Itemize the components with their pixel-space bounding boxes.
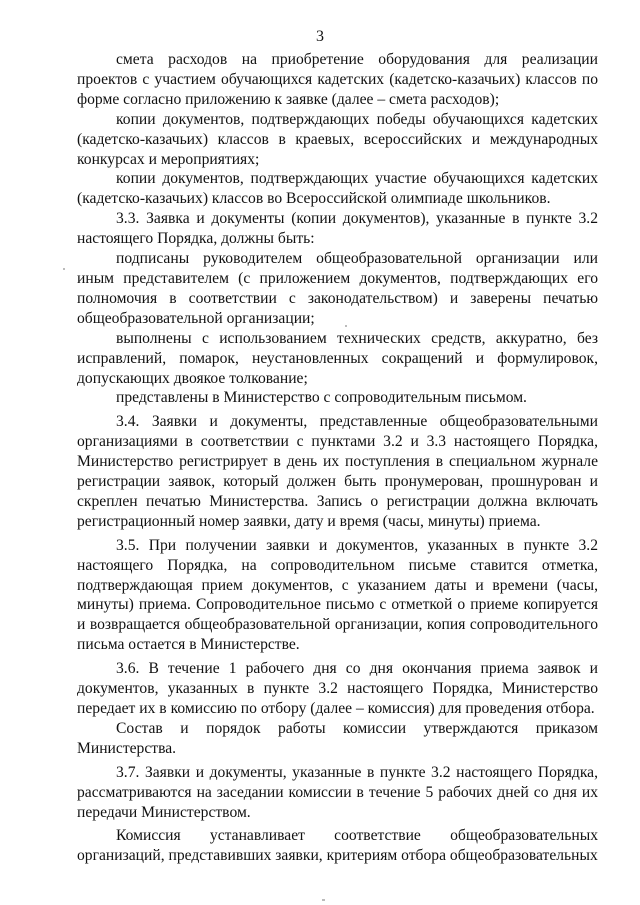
paragraph-executed: выполнены с использованием технических средств, аккуратно, без исправлений, помарок, неустановленных сокращений и формулировок, допускающих двоякое толкование; [77, 329, 598, 387]
paragraph-victory-documents: копии документов, подтверждающих победы обучающихся кадетских (кадетско-казачьих) классов в краевых, всероссийских и международных конкурсах и мероприятиях; [77, 110, 598, 168]
scan-artifact-mark [322, 899, 325, 901]
paragraph-3-4: 3.4. Заявки и документы, представленные общеобразовательными организациями в соответствии с пунктами 3.2 и 3.3 настоящего Порядка, Министерство регистрирует в день их поступления в специальном журнале регистрации заявок, который должен быть пронумерован, прошнурован и скреплен печатью Министерства. Запись о регистрации должна включать регистрационный номер заявки, дату и время (часы, минуты) приема. [77, 413, 598, 530]
paragraph-olympiad-documents: копии документов, подтверждающих участие обучающихся кадетских (кадетско-казачьих) классов во Всероссийской олимпиаде школьников. [77, 170, 598, 208]
scan-artifact-mark [63, 268, 65, 270]
paragraph-commission-establishes: Комиссия устанавливает соответствие общеобразовательных организаций, представивших заявки, критериям отбора общеобразовательных [77, 827, 598, 865]
paragraph-submitted: представлены в Министерство с сопроводительным письмом. [116, 389, 527, 407]
document-body [77, 50, 598, 866]
paragraph-3-7: 3.7. Заявки и документы, указанные в пункте 3.2 настоящего Порядка, рассматриваются на заседании комиссии в течение 5 рабочих дней со дня их передачи Министерством. [77, 763, 598, 821]
paragraph-cost-estimate: смета расходов на приобретение оборудования для реализации проектов с участием обучающихся кадетских (кадетско-казачьих) классов по форме согласно приложению к заявке (далее – смета расходов); [77, 51, 598, 108]
page-number: 3 [316, 28, 324, 45]
paragraph-signed: подписаны руководителем общеобразовательной организации или иным представителем (с приложением документов, подтверждающих его полномочия в соответствии с законодательством) и заверены печатью общеобразовательной организации; [77, 250, 598, 327]
paragraph-3-5: 3.5. При получении заявки и документов, указанных в пункте 3.2 настоящего Порядка, на сопроводительном письме ставится отметка, подтверждающая прием документов, с указанием даты и времени (часы, минуты) приема. Сопроводительное письмо с отметкой о приеме копируется и возвращается общеобразовательной организации, копия сопроводительного письма остается в Министерстве. [77, 536, 598, 654]
scan-artifact-mark [345, 325, 347, 327]
paragraph-commission-composition: Состав и порядок работы комиссии утверждаются приказом Министерства. [77, 719, 598, 757]
paragraph-3-3: 3.3. Заявка и документы (копии документов), указанные в пункте 3.2 настоящего Порядка, должны быть: [77, 210, 598, 248]
paragraph-3-6: 3.6. В течение 1 рабочего дня со дня окончания приема заявок и документов, указанных в пункте 3.2 настоящего Порядка, Министерство передает их в комиссию по отбору (далее – комиссия) для проведения отбора. [77, 660, 598, 717]
